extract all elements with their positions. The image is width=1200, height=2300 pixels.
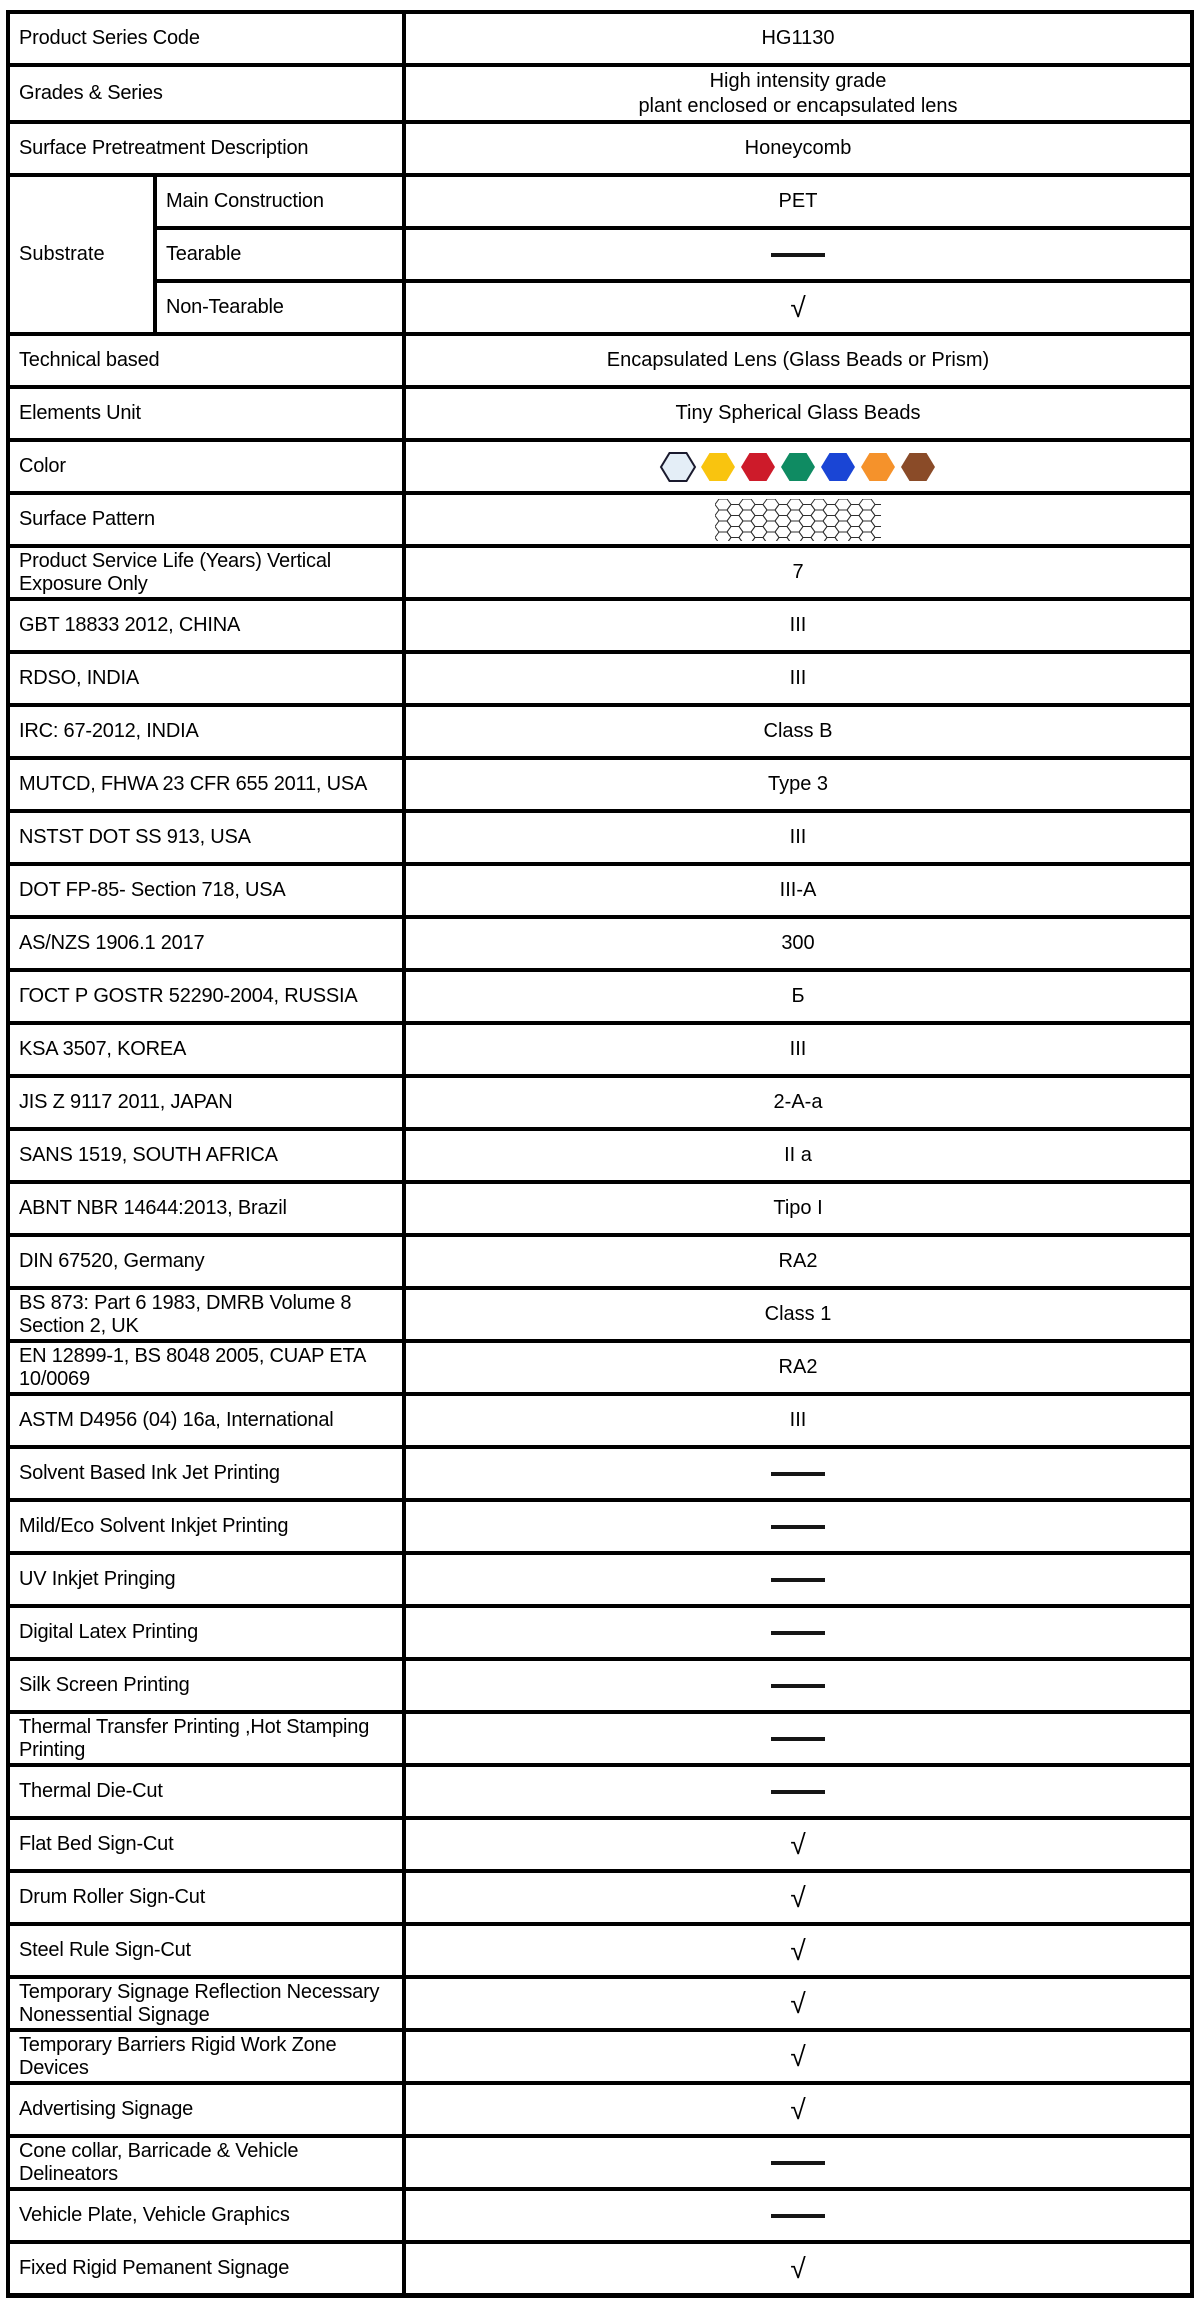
- row-value: [406, 1396, 1190, 1445]
- row-label: [10, 2085, 406, 2134]
- row-value-line: High intensity grade: [709, 69, 887, 92]
- row-label: [10, 813, 406, 862]
- row-value: [406, 495, 1190, 544]
- table-row: [157, 283, 1190, 332]
- row-value: [406, 2085, 1190, 2134]
- table-row: [10, 1502, 1190, 1555]
- row-value: [406, 1979, 1190, 2028]
- row-value: [406, 1608, 1190, 1657]
- check-icon: √: [790, 1934, 806, 1966]
- row-value: [406, 2191, 1190, 2240]
- row-value-text: PET: [778, 190, 818, 212]
- row-label-text: Technical based: [19, 349, 160, 371]
- row-label: [10, 548, 406, 597]
- table-row: [10, 1979, 1190, 2032]
- table-row: [10, 2244, 1190, 2293]
- row-value-text: Tiny Spherical Glass Beads: [675, 402, 921, 424]
- row-label-text: DOT FP-85- Section 718, USA: [19, 879, 286, 901]
- row-value-text: II a: [784, 1144, 812, 1166]
- row-label: [10, 1820, 406, 1869]
- row-value-text: Б: [791, 985, 805, 1007]
- row-value: [406, 1025, 1190, 1074]
- row-value: [406, 1078, 1190, 1127]
- row-label-text: RDSO, INDIA: [19, 667, 140, 689]
- row-label-text: IRC: 67-2012, INDIA: [19, 720, 199, 742]
- row-label-text: JIS Z 9117 2011, JAPAN: [19, 1091, 233, 1113]
- color-swatch-yellow-icon: [699, 451, 737, 483]
- row-value-text: III: [789, 1038, 807, 1060]
- row-value-text: Honeycomb: [744, 137, 852, 159]
- row-label-text: Surface Pattern: [19, 508, 155, 530]
- row-value: [406, 283, 1190, 332]
- table-row: [10, 972, 1190, 1025]
- row-value-text: Tipo I: [773, 1197, 823, 1219]
- table-row: [10, 654, 1190, 707]
- row-value: [406, 707, 1190, 756]
- row-label-text: ABNT NBR 14644:2013, Brazil: [19, 1197, 287, 1219]
- row-value-text: Type 3: [767, 773, 829, 795]
- table-row: [10, 1820, 1190, 1873]
- row-label: [10, 1131, 406, 1180]
- row-value-text: III: [789, 614, 807, 636]
- row-label-text: Tearable: [166, 243, 242, 265]
- row-label-text: Product Service Life (Years) Vertical Exposure Only: [19, 549, 332, 595]
- table-row: [10, 1714, 1190, 1767]
- row-value: [406, 2138, 1190, 2187]
- check-icon: √: [790, 2252, 806, 2284]
- table-row: [10, 707, 1190, 760]
- color-swatch-green-icon: [779, 451, 817, 483]
- row-label-text: Solvent Based Ink Jet Printing: [19, 1462, 280, 1484]
- color-swatch-brown-icon: [899, 451, 937, 483]
- row-label: [10, 1926, 406, 1975]
- row-label-text: Grades & Series: [19, 82, 163, 104]
- row-value: [406, 1343, 1190, 1392]
- dash-icon: [771, 1790, 825, 1794]
- row-label-text: Mild/Eco Solvent Inkjet Printing: [19, 1515, 289, 1537]
- row-value: [406, 1661, 1190, 1710]
- row-label: [10, 972, 406, 1021]
- row-value: [406, 813, 1190, 862]
- row-value: [406, 1184, 1190, 1233]
- table-row: [10, 919, 1190, 972]
- row-label-text: Digital Latex Printing: [19, 1621, 199, 1643]
- row-value: [406, 177, 1190, 226]
- row-value: [406, 67, 1190, 120]
- row-label-text: Color: [19, 455, 66, 477]
- row-value: [406, 972, 1190, 1021]
- row-value: [406, 1237, 1190, 1286]
- row-label-text: Temporary Barriers Rigid Work Zone Devices: [19, 2033, 337, 2079]
- row-label: [10, 2191, 406, 2240]
- row-label: [10, 389, 406, 438]
- check-icon: √: [790, 1987, 806, 2019]
- dash-icon: [771, 1737, 825, 1741]
- table-row: [10, 336, 1190, 389]
- row-label-text: Non-Tearable: [166, 296, 284, 318]
- check-icon: √: [790, 1881, 806, 1913]
- row-label: [10, 707, 406, 756]
- table-row: [10, 1131, 1190, 1184]
- table-row: [10, 1661, 1190, 1714]
- row-value: [406, 1502, 1190, 1551]
- row-label: [10, 14, 406, 63]
- row-value: [406, 2244, 1190, 2293]
- row-label-text: Temporary Signage Reflection Necessary Nonessential Signage: [19, 1980, 380, 2026]
- color-swatches: [659, 451, 937, 483]
- row-value-text: 7: [792, 561, 804, 583]
- row-label: [10, 1661, 406, 1710]
- table-row: [10, 1449, 1190, 1502]
- row-value: [406, 654, 1190, 703]
- table-row: [10, 1237, 1190, 1290]
- row-value-text: HG1130: [761, 27, 835, 49]
- row-value: [406, 442, 1190, 491]
- color-swatch-red-icon: [739, 451, 777, 483]
- row-value: [406, 14, 1190, 63]
- row-value: [406, 1926, 1190, 1975]
- row-value: [406, 1873, 1190, 1922]
- row-label-text: ГОСТ Р GOSTR 52290-2004, RUSSIA: [19, 985, 358, 1007]
- row-value: [406, 1449, 1190, 1498]
- row-label-text: Drum Roller Sign-Cut: [19, 1886, 206, 1908]
- row-label: [157, 230, 406, 279]
- row-label-text: NSTST DOT SS 913, USA: [19, 826, 251, 848]
- dash-icon: [771, 1472, 825, 1476]
- table-row: [10, 1608, 1190, 1661]
- row-label-text: DIN 67520, Germany: [19, 1250, 205, 1272]
- table-row: [10, 813, 1190, 866]
- substrate-group-row: [10, 177, 1190, 336]
- row-label-text: SANS 1519, SOUTH AFRICA: [19, 1144, 278, 1166]
- row-label: [10, 1343, 406, 1392]
- row-value-text: III-A: [779, 879, 817, 901]
- row-label-text: GBT 18833 2012, CHINA: [19, 614, 241, 636]
- row-label: [10, 601, 406, 650]
- row-label-text: Fixed Rigid Pemanent Signage: [19, 2257, 290, 2279]
- table-row: [10, 760, 1190, 813]
- table-row: [10, 389, 1190, 442]
- row-label: [10, 1502, 406, 1551]
- row-label-text: Main Construction: [166, 190, 324, 212]
- table-row: [157, 177, 1190, 230]
- row-label: [10, 124, 406, 173]
- row-value-text: RA2: [778, 1250, 818, 1272]
- row-label-text: Substrate: [19, 243, 105, 265]
- table-row: [10, 442, 1190, 495]
- check-icon: √: [790, 1828, 806, 1860]
- row-label: [10, 1979, 406, 2028]
- table-row: [10, 2085, 1190, 2138]
- row-value-text: Class 1: [764, 1303, 832, 1325]
- row-label: [10, 177, 157, 332]
- row-value: [406, 1820, 1190, 1869]
- table-row: [10, 1343, 1190, 1396]
- row-label: [10, 67, 406, 120]
- row-value-text: RA2: [778, 1356, 818, 1378]
- check-icon: √: [790, 2040, 806, 2072]
- color-swatch-orange-icon: [859, 451, 897, 483]
- row-label-text: Flat Bed Sign-Cut: [19, 1833, 174, 1855]
- row-value-text: III: [789, 1409, 807, 1431]
- table-row: [10, 2138, 1190, 2191]
- row-value: [406, 1767, 1190, 1816]
- row-label: [157, 283, 406, 332]
- table-row: [10, 1184, 1190, 1237]
- row-label-text: Elements Unit: [19, 402, 141, 424]
- check-icon: √: [790, 2093, 806, 2125]
- row-label-text: Thermal Die-Cut: [19, 1780, 163, 1802]
- table-row: [10, 2032, 1190, 2085]
- check-icon: √: [790, 291, 806, 323]
- row-value-text: 2-A-a: [773, 1091, 823, 1113]
- dash-icon: [771, 1578, 825, 1582]
- row-label-text: Advertising Signage: [19, 2098, 194, 2120]
- row-value: [406, 336, 1190, 385]
- row-value-line: plant enclosed or encapsulated lens: [638, 94, 958, 117]
- table-row: [10, 1555, 1190, 1608]
- dash-icon: [771, 1525, 825, 1529]
- row-label: [10, 1184, 406, 1233]
- row-label: [10, 336, 406, 385]
- dash-icon: [771, 253, 825, 257]
- row-label: [10, 442, 406, 491]
- row-label: [10, 2244, 406, 2293]
- table-row: [10, 67, 1190, 124]
- table-row: [10, 1396, 1190, 1449]
- row-label-text: AS/NZS 1906.1 2017: [19, 932, 205, 954]
- row-label-text: ASTM D4956 (04) 16a, International: [19, 1409, 334, 1431]
- row-label-text: Product Series Code: [19, 27, 200, 49]
- row-value: [406, 2032, 1190, 2081]
- row-value: [406, 1555, 1190, 1604]
- row-value: [406, 1714, 1190, 1763]
- row-label-text: Steel Rule Sign-Cut: [19, 1939, 191, 1961]
- row-label-text: Silk Screen Printing: [19, 1674, 190, 1696]
- row-value: [406, 760, 1190, 809]
- table-row: [157, 230, 1190, 283]
- row-value: [406, 124, 1190, 173]
- row-label-text: Thermal Transfer Printing ,Hot Stamping Printing: [19, 1715, 370, 1761]
- row-label: [10, 2032, 406, 2081]
- row-label: [10, 866, 406, 915]
- row-label: [10, 1873, 406, 1922]
- row-label: [10, 1767, 406, 1816]
- table-row: [10, 548, 1190, 601]
- row-label: [10, 1025, 406, 1074]
- dash-icon: [771, 1631, 825, 1635]
- substrate-sub-rows: [157, 177, 1190, 332]
- table-row: [10, 124, 1190, 177]
- row-label: [10, 654, 406, 703]
- table-row: [10, 2191, 1190, 2244]
- table-row: [10, 1767, 1190, 1820]
- row-label: [10, 1449, 406, 1498]
- dash-icon: [771, 2161, 825, 2165]
- table-row: [10, 866, 1190, 919]
- row-value: [406, 389, 1190, 438]
- color-swatch-white-icon: [659, 451, 697, 483]
- table-row: [10, 495, 1190, 548]
- table-row: [10, 1873, 1190, 1926]
- row-value: [406, 919, 1190, 968]
- row-label-text: MUTCD, FHWA 23 CFR 655 2011, USA: [19, 773, 368, 795]
- table-row: [10, 1926, 1190, 1979]
- table-row: [10, 601, 1190, 654]
- row-value: [406, 1290, 1190, 1339]
- row-label: [10, 495, 406, 544]
- row-label-text: EN 12899-1, BS 8048 2005, CUAP ETA 10/0069: [19, 1344, 366, 1390]
- row-label: [10, 1237, 406, 1286]
- table-row: [10, 1025, 1190, 1078]
- row-label-text: Vehicle Plate, Vehicle Graphics: [19, 2204, 290, 2226]
- row-label: [10, 1290, 406, 1339]
- row-label-text: Surface Pretreatment Description: [19, 137, 309, 159]
- row-value-text: III: [789, 826, 807, 848]
- dash-icon: [771, 1684, 825, 1688]
- color-swatch-blue-icon: [819, 451, 857, 483]
- row-label: [10, 1555, 406, 1604]
- row-label: [157, 177, 406, 226]
- row-label: [10, 1608, 406, 1657]
- row-label: [10, 1078, 406, 1127]
- row-value-text: III: [789, 667, 807, 689]
- row-label-text: UV Inkjet Pringing: [19, 1568, 176, 1590]
- row-value-text: Class B: [763, 720, 833, 742]
- row-label: [10, 760, 406, 809]
- table-row: [10, 14, 1190, 67]
- row-value-text: 300: [781, 932, 815, 954]
- row-label-text: BS 873: Part 6 1983, DMRB Volume 8 Section 2, UK: [19, 1291, 352, 1337]
- row-label: [10, 1714, 406, 1763]
- dash-icon: [771, 2214, 825, 2218]
- row-label-text: Cone collar, Barricade & Vehicle Delineators: [19, 2139, 299, 2185]
- table-row: [10, 1290, 1190, 1343]
- row-value: [406, 601, 1190, 650]
- row-value: [406, 866, 1190, 915]
- row-value-text: Encapsulated Lens (Glass Beads or Prism): [606, 349, 990, 371]
- row-label: [10, 919, 406, 968]
- row-label: [10, 2138, 406, 2187]
- row-value: [406, 548, 1190, 597]
- row-label: [10, 1396, 406, 1445]
- honeycomb-pattern-icon: [715, 499, 881, 541]
- table-row: [10, 1078, 1190, 1131]
- row-value: [406, 1131, 1190, 1180]
- row-value: [406, 230, 1190, 279]
- row-label-text: KSA 3507, KOREA: [19, 1038, 187, 1060]
- spec-table: [6, 10, 1194, 2298]
